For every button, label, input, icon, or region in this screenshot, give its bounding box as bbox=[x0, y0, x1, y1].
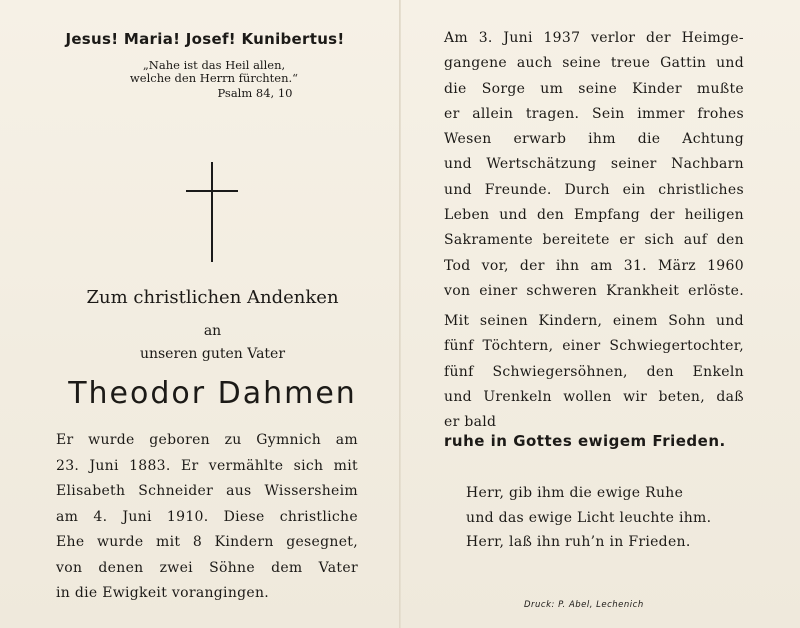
text-line: fünf Schwiegersöhnen, den Enkeln bbox=[444, 363, 744, 380]
text-line: die Sorge um seine Kinder mußte bbox=[444, 80, 744, 97]
obituary-paragraph-2 bbox=[444, 309, 744, 435]
text-line: und Freunde. Durch ein christliches bbox=[444, 181, 744, 198]
text-line: Wesen erwarb ihm die Achtung bbox=[444, 131, 744, 148]
right-panel bbox=[402, 0, 800, 628]
bio-line: 23. Juni 1883. Er vermählte sich mit bbox=[56, 457, 358, 474]
printer-imprint: Druck: P. Abel, Lechenich bbox=[524, 600, 644, 610]
text-line: Mit seinen Kindern, einem Sohn und bbox=[444, 313, 744, 329]
closing-prayer bbox=[466, 481, 711, 555]
fold-line bbox=[399, 0, 401, 628]
obituary-paragraph-1 bbox=[444, 26, 744, 304]
bio-line: in die Ewigkeit vorangingen. bbox=[56, 585, 270, 601]
prayer-line: Herr, gib ihm die ewige Ruhe bbox=[466, 485, 684, 501]
memorial-father: unseren guten Vater bbox=[139, 346, 286, 362]
bio-line: von denen zwei Söhne dem Vater bbox=[56, 559, 358, 576]
text-line: fünf Töchtern, einer Schwiegertochter, bbox=[444, 338, 744, 355]
text-line: und Wertschätzung seiner Nachbarn bbox=[444, 156, 744, 173]
prayer-line: Herr, laß ihn ruh’n in Frieden. bbox=[466, 534, 691, 550]
memorial-heading: Zum christlichen Andenken bbox=[86, 287, 339, 308]
peace-line: ruhe in Gottes ewigem Frieden. bbox=[444, 432, 726, 450]
text-line: er allein tragen. Sein immer frohes bbox=[444, 105, 744, 122]
bio-line: Ehe wurde mit 8 Kindern gesegnet, bbox=[56, 534, 358, 550]
text-line: und Urenkeln wollen wir beten, daß bbox=[444, 388, 744, 405]
bio-line: am 4. Juni 1910. Diese christliche bbox=[56, 508, 358, 525]
bio-line: Elisabeth Schneider aus Wissersheim bbox=[56, 483, 358, 499]
deceased-name: Theodor Dahmen bbox=[68, 376, 357, 411]
text-line: Leben und den Empfang der heiligen bbox=[444, 207, 744, 224]
invocation-header: Jesus! Maria! Josef! Kunibertus! bbox=[65, 30, 345, 48]
biography bbox=[56, 428, 358, 607]
psalm-reference: Psalm 84, 10 bbox=[217, 86, 293, 100]
memorial-an: an bbox=[203, 323, 222, 339]
text-line: von einer schweren Krankheit erlöste. bbox=[444, 282, 744, 299]
text-line: Sakramente bereitete er sich auf den bbox=[444, 232, 744, 249]
text-line: er bald bbox=[444, 414, 497, 431]
bio-line: Er wurde geboren zu Gymnich am bbox=[56, 432, 358, 448]
text-line: gangene auch seine treue Gattin und bbox=[444, 55, 744, 72]
text-line: Am 3. Juni 1937 verlor der Heimge- bbox=[444, 30, 744, 46]
prayer-line: und das ewige Licht leuchte ihm. bbox=[466, 509, 712, 526]
psalm-quote-line-1: „Nahe ist das Heil allen, bbox=[142, 58, 286, 72]
text-line: Tod vor, der ihn am 31. März 1960 bbox=[444, 257, 744, 274]
psalm-quote-line-2: welche den Herrn fürchten.“ bbox=[129, 71, 299, 85]
